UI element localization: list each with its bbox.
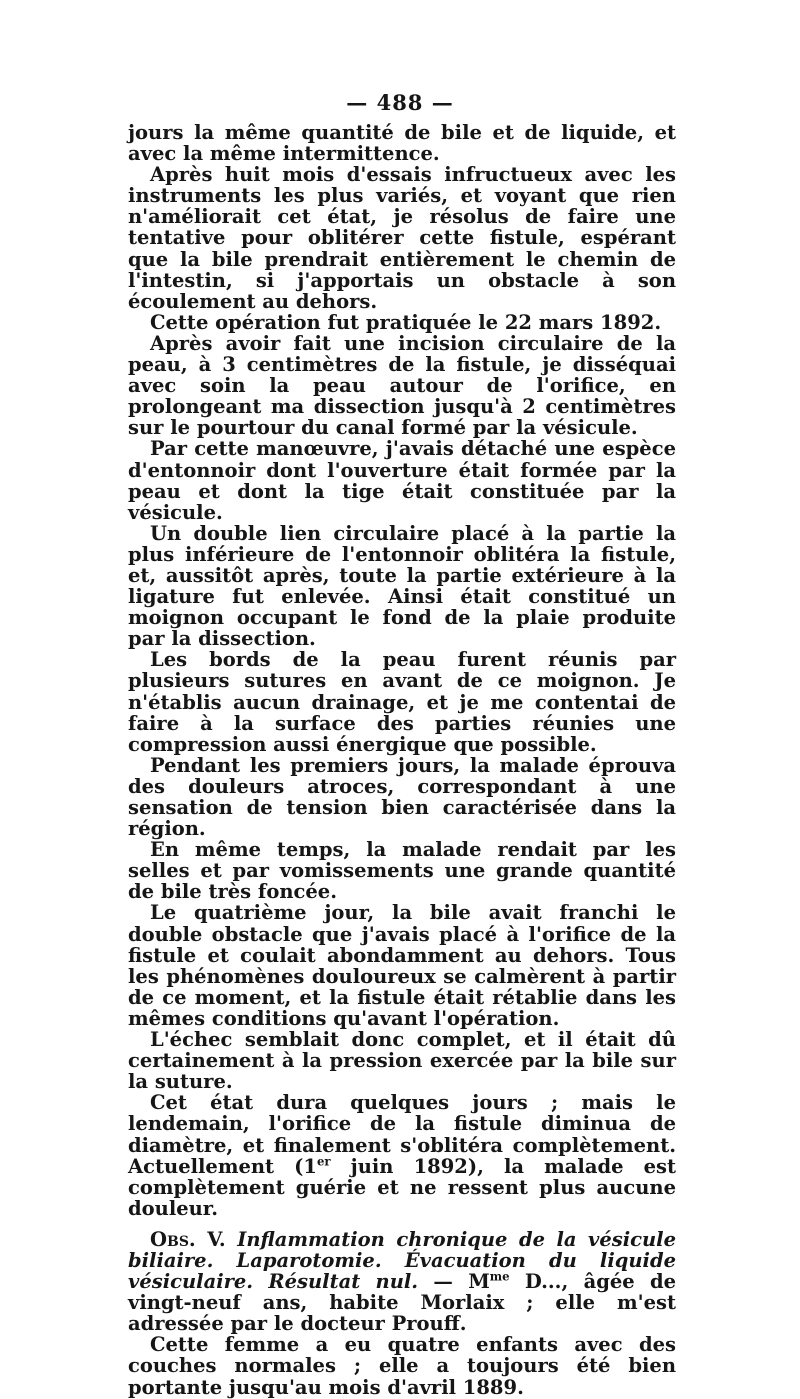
- paragraph: Par cette manœuvre, j'avais détaché une espèce d'entonnoir dont l'ouverture était formée par la peau et dont la tige était constituée par la vésicule.: [128, 437, 676, 524]
- observation-label: Obs. V.: [150, 1227, 226, 1251]
- paragraph: Les bords de la peau furent réunis par plusieurs sutures en avant de ce moignon. Je n'établis aucun drainage, et je me contentai de faire à la surface des parties réunies une compression aussi énergique que possible.: [128, 648, 676, 756]
- paragraph: En même temps, la malade rendait par les selles et par vomissements une grande quantité de bile très foncée.: [128, 838, 676, 904]
- paragraph: L'échec semblait donc complet, et il était dû certainement à la pression exercée par la bile sur la suture.: [128, 1028, 676, 1094]
- paragraph: Le quatrième jour, la bile avait franchi le double obstacle que j'avais placé à l'orifice de la fistule et coulait abondamment au dehors. Tous les phénomènes douloureux se calmèrent à partir de ce moment, et la fistule était rétablie dans les mêmes conditions qu'avant l'opération.: [128, 901, 676, 1030]
- page-number: — 488 —: [346, 90, 454, 115]
- paragraph: Pendant les premiers jours, la malade éprouva des douleurs atroces, correspondant à une sensation de tension bien caractérisée dans la région.: [128, 753, 676, 841]
- observation-dash: —: [418, 1270, 469, 1294]
- paragraph: Cette femme a eu quatre enfants avec des couches normales ; elle a toujours été bien portante jusqu'au mois d'avril 1889.: [128, 1333, 676, 1399]
- paragraph: Après avoir fait une incision circulaire de la peau, à 3 centimètres de la fistule, je disséquai avec soin la peau autour de l'orifice, en prolongeant ma dissection jusqu'à 2 centimètres sur le pourtour du canal formé par la vésicule.: [128, 331, 676, 440]
- patient-intro: D..., âgée de vingt-neuf ans, habite Morlaix ; elle m'est adressée par le docteur Prouff.: [128, 1270, 676, 1336]
- observation-title: Inflammation chronique de la vésicule biliaire. Laparotomie. Évacuation du liquide vésiculaire. Résultat nul.: [128, 1227, 676, 1294]
- paragraph: Après huit mois d'essais infructueux avec les instruments les plus variés, et voyant que rien n'améliorait cet état, je résolus de faire une tentative pour oblitérer cette fistule, espérant que la bile prendrait entièrement le chemin de l'intestin, si j'apportais un obstacle à son écoulement au dehors.: [128, 163, 676, 313]
- patient-title: $M^{me}$: [468, 1269, 510, 1294]
- paragraph: jours la même quantité de bile et de liquide, et avec la même intermittence.: [128, 121, 676, 166]
- body-text: [128, 122, 676, 1398]
- observation-heading: [128, 1229, 676, 1334]
- paragraph: Cette opération fut pratiquée le 22 mars 1892.: [150, 310, 662, 334]
- paragraph-text: Cet état dura quelques jours ; mais le lendemain, l'orifice de la fistule diminua de diamètre, et finalement s'oblitéra complètement. Actuellement (1er juin 1892), la malade est complètement guérie et ne ressent plus aucune douleur.: [128, 1091, 676, 1220]
- paragraph-with-date: [128, 1092, 676, 1219]
- paragraph: Un double lien circulaire placé à la partie la plus inférieure de l'entonnoir oblitéra la fistule, et, aussitôt après, toute la partie extérieure à la ligature fut enlevée. Ainsi était constitué un moignon occupant le fond de la plaie produite par la dissection.: [128, 521, 676, 651]
